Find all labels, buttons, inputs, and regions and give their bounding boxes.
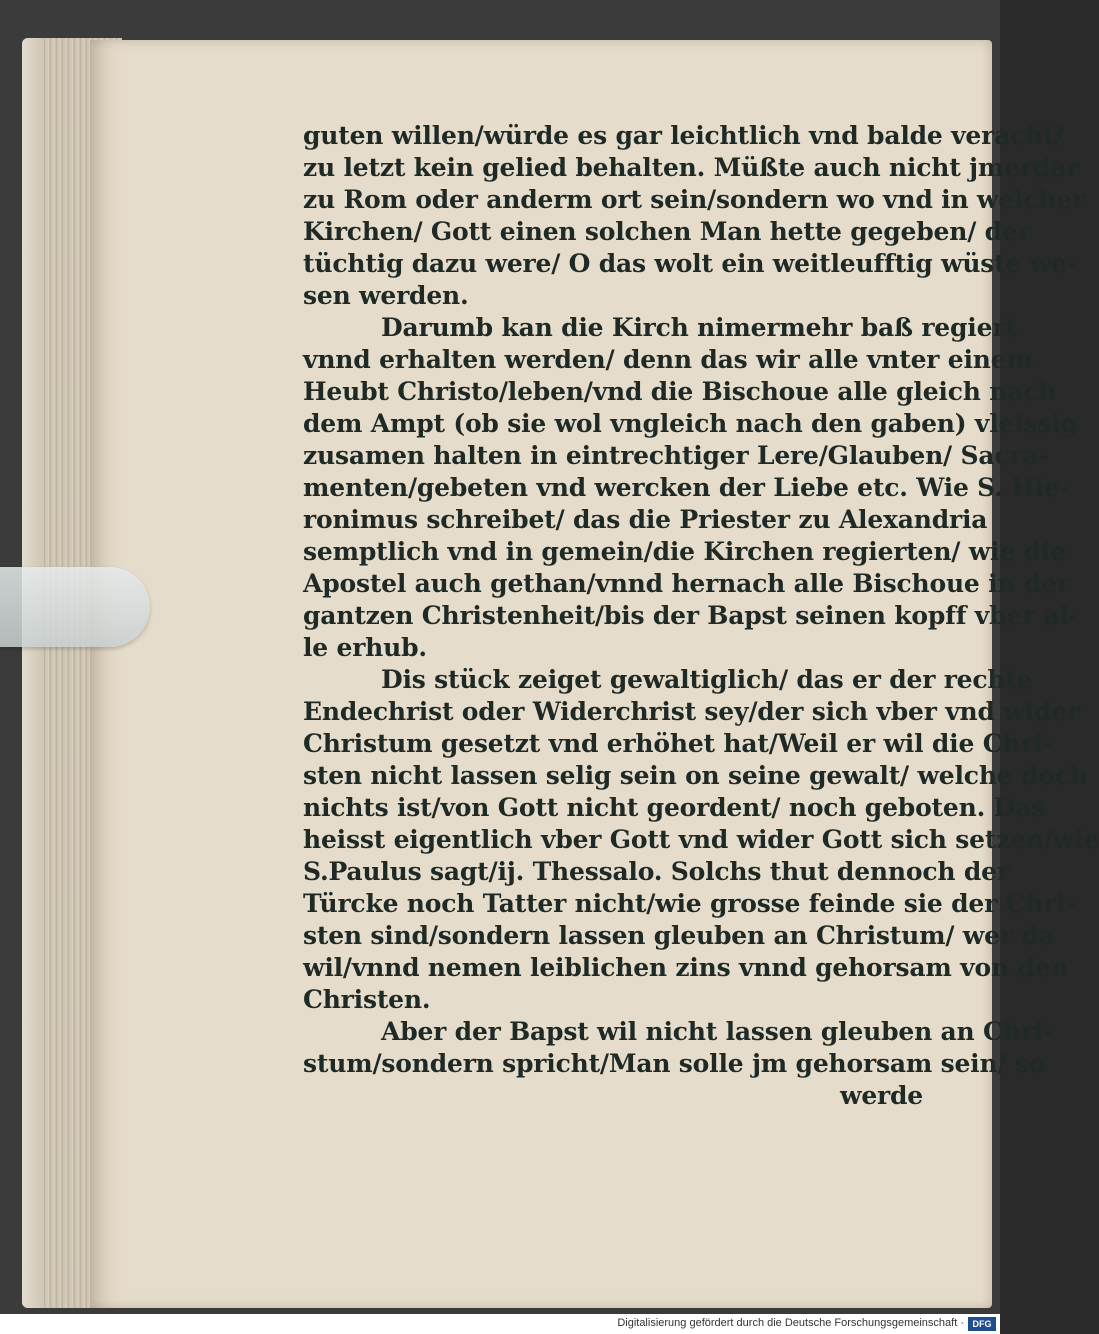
text-line: sen werden. bbox=[303, 281, 469, 310]
text-line: Dis stück zeiget gewaltiglich/ das er der rechte bbox=[381, 665, 1033, 694]
text-line: zusamen halten in eintrechtiger Lere/Glauben/ Sacra- bbox=[303, 441, 1049, 470]
text-line: werde bbox=[840, 1081, 923, 1110]
page-text bbox=[303, 120, 1099, 1112]
text-line: Christum gesetzt vnd erhöhet hat/Weil er wil die Chri- bbox=[303, 729, 1053, 758]
text-line: Türcke noch Tatter nicht/wie grosse feinde sie der Chri- bbox=[303, 889, 1076, 918]
text-line: semptlich vnd in gemein/die Kirchen regierten/ wie die bbox=[303, 537, 1066, 566]
text-line: vnnd erhalten werden/ denn das wir alle vnter einem bbox=[303, 345, 1033, 374]
text-line: S.Paulus sagt/ij. Thessalo. Solchs thut dennoch der bbox=[303, 857, 1010, 886]
text-line: Kirchen/ Gott einen solchen Man hette gegeben/ der bbox=[303, 217, 1031, 246]
text-line: wil/vnnd nemen leiblichen zins vnnd gehorsam von den bbox=[303, 953, 1069, 982]
text-line: sten sind/sondern lassen gleuben an Christum/ wer da bbox=[303, 921, 1055, 950]
text-line: Endechrist oder Widerchrist sey/der sich vber vnd wider bbox=[303, 697, 1080, 726]
text-line: Aber der Bapst wil nicht lassen gleuben an Chri- bbox=[381, 1017, 1054, 1046]
text-line: zu letzt kein gelied behalten. Müßte auch nicht jmerdar bbox=[303, 153, 1080, 182]
text-line: sten nicht lassen selig sein on seine gewalt/ welche doch bbox=[303, 761, 1088, 790]
text-line: guten willen/würde es gar leichtlich vnd balde veracht/ bbox=[303, 121, 1064, 150]
text-line: Apostel auch gethan/vnnd hernach alle Bischoue in der bbox=[303, 569, 1070, 598]
page-marker-tab bbox=[0, 567, 150, 647]
text-line: Darumb kan die Kirch nimermehr baß regiert bbox=[381, 313, 1017, 342]
text-line: ronimus schreibet/ das die Priester zu Alexandria bbox=[303, 505, 988, 534]
text-line: nichts ist/von Gott nicht geordent/ noch geboten. Das bbox=[303, 793, 1045, 822]
text-line: Christen. bbox=[303, 985, 431, 1014]
text-line: heisst eigentlich vber Gott vnd wider Gott sich setzen/wie bbox=[303, 825, 1099, 854]
text-line: gantzen Christenheit/bis der Bapst seinen kopff vber al- bbox=[303, 601, 1080, 630]
text-line: dem Ampt (ob sie wol vngleich nach den gaben) vleissig bbox=[303, 409, 1078, 438]
text-line: stum/sondern spricht/Man solle jm gehorsam sein/ so bbox=[303, 1049, 1046, 1078]
text-line: Heubt Christo/leben/vnd die Bischoue alle gleich nach bbox=[303, 377, 1057, 406]
text-line: tüchtig dazu were/ O das wolt ein weitleufftig wüste we- bbox=[303, 249, 1077, 278]
text-line: le erhub. bbox=[303, 633, 427, 662]
footer-bar bbox=[0, 1314, 1000, 1334]
footer-credit: Digitalisierung gefördert durch die Deutsche Forschungsgemeinschaft · bbox=[617, 1317, 964, 1329]
dfg-logo: DFG bbox=[968, 1317, 996, 1331]
text-line: zu Rom oder anderm ort sein/sondern wo vnd in welcher bbox=[303, 185, 1085, 214]
text-line: menten/gebeten vnd wercken der Liebe etc. Wie S. Hie- bbox=[303, 473, 1070, 502]
